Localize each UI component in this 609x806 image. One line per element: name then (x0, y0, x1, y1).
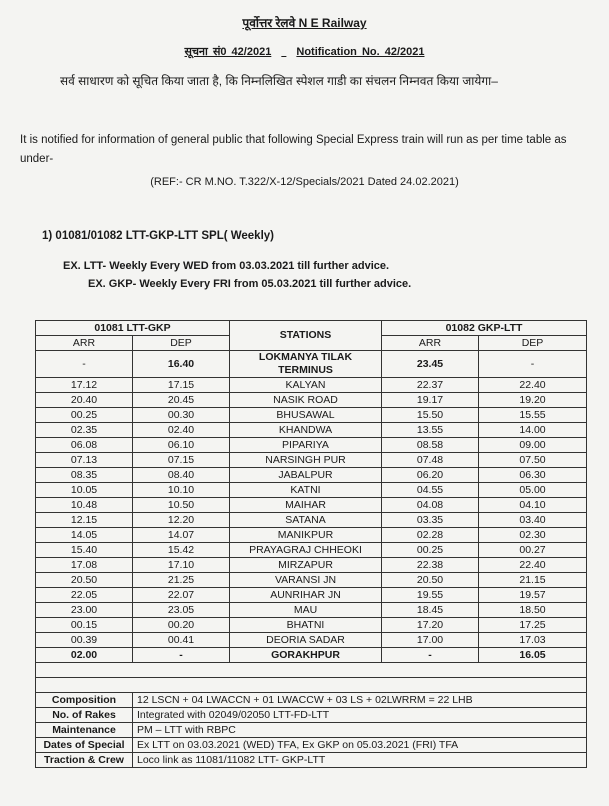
schedule-ltt: EX. LTT- Weekly Every WED from 03.03.2021 till further advice. (63, 260, 390, 272)
station-cell: NARSINGH PUR (230, 453, 382, 468)
up-train-header: 01081 LTT-GKP (36, 321, 230, 336)
dep-cell: 06.30 (479, 468, 587, 483)
info-label: Traction & Crew (36, 753, 133, 768)
dep-cell: 03.40 (479, 513, 587, 528)
dep-cell: 06.10 (133, 438, 230, 453)
arr-cell: 19.55 (382, 588, 479, 603)
arr-cell: 08.58 (382, 438, 479, 453)
dep-cell: 16.40 (133, 351, 230, 378)
arr-header: ARR (382, 336, 479, 351)
info-value: 12 LSCN + 04 LWACCN + 01 LWACCW + 03 LS + 02LWRRM = 22 LHB (133, 693, 587, 708)
info-row (36, 753, 587, 768)
dep-cell: 17.03 (479, 633, 587, 648)
dep-cell: 00.27 (479, 543, 587, 558)
dep-cell: - (479, 351, 587, 378)
info-value: Integrated with 02049/02050 LTT-FD-LTT (133, 708, 587, 723)
arr-cell: 22.37 (382, 378, 479, 393)
table-row (36, 468, 587, 483)
table-row (36, 393, 587, 408)
dep-cell: 07.15 (133, 453, 230, 468)
arr-cell: 03.35 (382, 513, 479, 528)
dep-cell: 22.07 (133, 588, 230, 603)
dep-cell: 19.20 (479, 393, 587, 408)
arr-cell: 17.12 (36, 378, 133, 393)
info-value: Ex LTT on 03.03.2021 (WED) TFA, Ex GKP on 05.03.2021 (FRI) TFA (133, 738, 587, 753)
table-row (36, 408, 587, 423)
info-row (36, 708, 587, 723)
dep-cell: 18.50 (479, 603, 587, 618)
arr-cell: 10.05 (36, 483, 133, 498)
table-row (36, 573, 587, 588)
intro-english: It is notified for information of general public that following Special Express train will run as per time table as under- (20, 134, 567, 165)
dep-cell: 16.05 (479, 648, 587, 663)
arr-cell: 23.45 (382, 351, 479, 378)
dep-cell: 17.10 (133, 558, 230, 573)
info-row (36, 723, 587, 738)
arr-cell: - (36, 351, 133, 378)
arr-cell: 18.45 (382, 603, 479, 618)
info-label: Dates of Special (36, 738, 133, 753)
dep-cell: 14.07 (133, 528, 230, 543)
info-value: PM – LTT with RBPC (133, 723, 587, 738)
arr-cell: 10.48 (36, 498, 133, 513)
dep-cell: 00.41 (133, 633, 230, 648)
dep-cell: 22.40 (479, 558, 587, 573)
table-row (36, 633, 587, 648)
dep-cell: 12.20 (133, 513, 230, 528)
table-row (36, 438, 587, 453)
arr-cell: 14.05 (36, 528, 133, 543)
dep-cell: 14.00 (479, 423, 587, 438)
dep-cell: 08.40 (133, 468, 230, 483)
arr-cell: 20.50 (36, 573, 133, 588)
info-label: No. of Rakes (36, 708, 133, 723)
dep-cell: 02.40 (133, 423, 230, 438)
arr-cell: 06.20 (382, 468, 479, 483)
arr-cell: 20.50 (382, 573, 479, 588)
intro-hindi: सर्व साधारण को सूचित किया जाता है, कि निम्नलिखित स्पेशल गाडी का संचलन निम्नवत किया जायेगा– (60, 74, 498, 88)
dep-cell: 19.57 (479, 588, 587, 603)
train-heading: 1) 01081/01082 LTT-GKP-LTT SPL( Weekly) (42, 230, 274, 242)
station-cell: MANIKPUR (230, 528, 382, 543)
table-row (36, 528, 587, 543)
station-cell: BHATNI (230, 618, 382, 633)
station-cell: KHANDWA (230, 423, 382, 438)
arr-cell: 12.15 (36, 513, 133, 528)
station-cell: PIPARIYA (230, 438, 382, 453)
table-row (36, 648, 587, 663)
table-row (36, 543, 587, 558)
arr-cell: 17.08 (36, 558, 133, 573)
station-cell: JABALPUR (230, 468, 382, 483)
arr-cell: - (382, 648, 479, 663)
dep-cell: 04.10 (479, 498, 587, 513)
station-cell: BHUSAWAL (230, 408, 382, 423)
info-row (36, 693, 587, 708)
station-cell: GORAKHPUR (230, 648, 382, 663)
dep-cell: 15.42 (133, 543, 230, 558)
table-row (36, 351, 587, 378)
arr-cell: 00.15 (36, 618, 133, 633)
table-row (36, 378, 587, 393)
arr-cell: 22.05 (36, 588, 133, 603)
timetable-body (36, 351, 587, 663)
dep-cell: 09.00 (479, 438, 587, 453)
arr-cell: 22.38 (382, 558, 479, 573)
dep-cell: 21.25 (133, 573, 230, 588)
reference-line: (REF:- CR M.NO. T.322/X-12/Specials/2021 Dated 24.02.2021) (150, 176, 459, 188)
station-cell: MAU (230, 603, 382, 618)
station-cell: PRAYAGRAJ CHHEOKI (230, 543, 382, 558)
blank-row (36, 663, 587, 678)
dep-cell: - (133, 648, 230, 663)
arr-cell: 08.35 (36, 468, 133, 483)
station-cell: SATANA (230, 513, 382, 528)
table-row (36, 498, 587, 513)
arr-cell: 02.28 (382, 528, 479, 543)
dep-cell: 00.20 (133, 618, 230, 633)
table-row (36, 513, 587, 528)
dep-cell: 15.55 (479, 408, 587, 423)
dep-header: DEP (133, 336, 230, 351)
info-label: Composition (36, 693, 133, 708)
blank-row (36, 678, 587, 693)
dep-cell: 17.25 (479, 618, 587, 633)
dep-cell: 21.15 (479, 573, 587, 588)
arr-cell: 13.55 (382, 423, 479, 438)
dep-cell: 02.30 (479, 528, 587, 543)
table-row (36, 483, 587, 498)
station-cell: MAIHAR (230, 498, 382, 513)
info-body (36, 693, 587, 768)
schedule-gkp: EX. GKP- Weekly Every FRI from 05.03.2021 till further advice. (88, 278, 412, 290)
arr-cell: 00.39 (36, 633, 133, 648)
arr-cell: 00.25 (382, 543, 479, 558)
table-row (36, 588, 587, 603)
dep-cell: 00.30 (133, 408, 230, 423)
arr-cell: 06.08 (36, 438, 133, 453)
arr-cell: 07.13 (36, 453, 133, 468)
station-cell: MIRZAPUR (230, 558, 382, 573)
notification-number (0, 44, 609, 59)
notice-english: Notification No. 42/2021 (296, 46, 425, 58)
table-row (36, 618, 587, 633)
dep-cell: 07.50 (479, 453, 587, 468)
timetable (35, 320, 587, 768)
info-row (36, 738, 587, 753)
arr-cell: 00.25 (36, 408, 133, 423)
table-row (36, 603, 587, 618)
arr-cell: 19.17 (382, 393, 479, 408)
station-cell: AUNRIHAR JN (230, 588, 382, 603)
station-cell: NASIK ROAD (230, 393, 382, 408)
station-cell: DEORIA SADAR (230, 633, 382, 648)
arr-cell: 02.35 (36, 423, 133, 438)
down-train-header: 01082 GKP-LTT (382, 321, 587, 336)
arr-cell: 15.40 (36, 543, 133, 558)
arr-cell: 17.20 (382, 618, 479, 633)
arr-cell: 04.55 (382, 483, 479, 498)
station-cell: KALYAN (230, 378, 382, 393)
arr-cell: 04.08 (382, 498, 479, 513)
dep-cell: 17.15 (133, 378, 230, 393)
dep-cell: 23.05 (133, 603, 230, 618)
table-row (36, 423, 587, 438)
station-cell: LOKMANYA TILAK TERMINUS (230, 351, 382, 378)
dep-header: DEP (479, 336, 587, 351)
table-row (36, 558, 587, 573)
arr-cell: 15.50 (382, 408, 479, 423)
info-label: Maintenance (36, 723, 133, 738)
arr-header: ARR (36, 336, 133, 351)
table-row (36, 453, 587, 468)
notice-hindi: सूचना सं0 42/2021 (184, 46, 272, 58)
page-title: पूर्वोत्तर रेलवे N E Railway (242, 16, 367, 30)
arr-cell: 17.00 (382, 633, 479, 648)
dep-cell: 20.45 (133, 393, 230, 408)
stations-header: STATIONS (230, 321, 382, 351)
dep-cell: 05.00 (479, 483, 587, 498)
dep-cell: 10.50 (133, 498, 230, 513)
station-cell: KATNI (230, 483, 382, 498)
arr-cell: 23.00 (36, 603, 133, 618)
arr-cell: 07.48 (382, 453, 479, 468)
dep-cell: 22.40 (479, 378, 587, 393)
info-value: Loco link as 11081/11082 LTT- GKP-LTT (133, 753, 587, 768)
dep-cell: 10.10 (133, 483, 230, 498)
arr-cell: 20.40 (36, 393, 133, 408)
arr-cell: 02.00 (36, 648, 133, 663)
station-cell: VARANSI JN (230, 573, 382, 588)
